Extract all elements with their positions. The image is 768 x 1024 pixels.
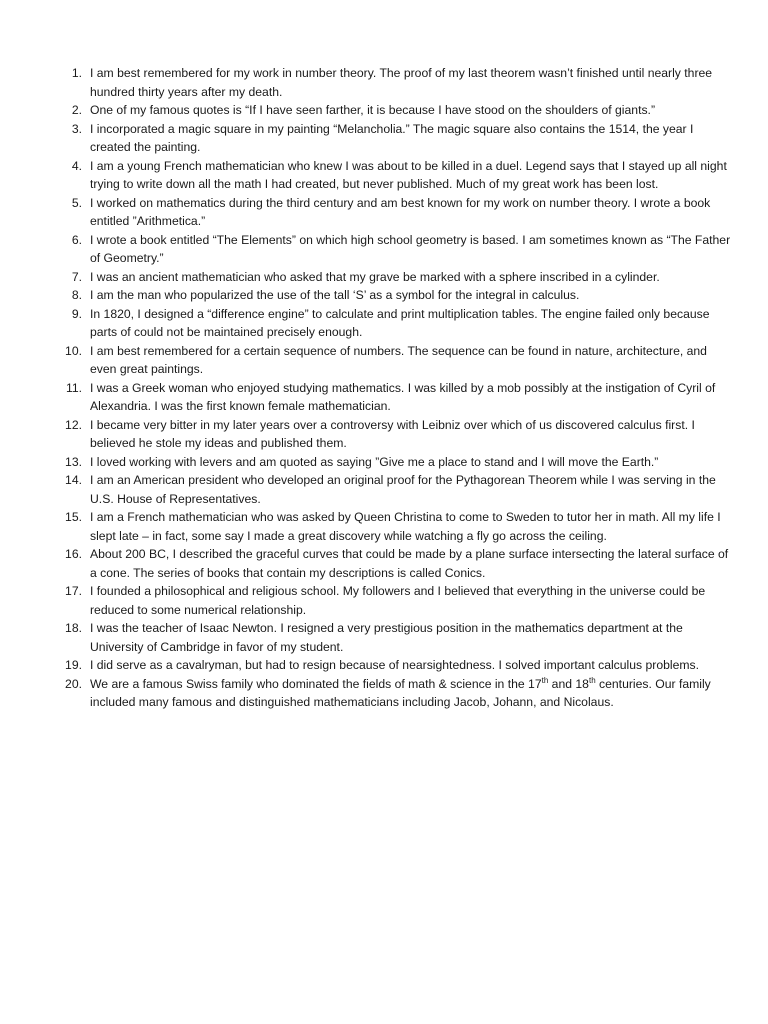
list-item xyxy=(52,268,732,287)
item-text-part: We are a famous Swiss family who dominated the fields of math & science in the 17 xyxy=(90,676,542,691)
item-text-part: and 18 xyxy=(548,676,589,691)
item-number: 2. xyxy=(71,103,82,117)
list-item xyxy=(52,64,732,101)
item-text: I am the man who popularized the use of the tall ‘S’ as a symbol for the integral in calculus. xyxy=(90,288,580,302)
item-text: I founded a philosophical and religious school. My followers and I believed that everything in the universe could be reduced to some numerical relationship. xyxy=(90,584,706,617)
list-item xyxy=(52,416,732,453)
item-number: 9. xyxy=(71,306,82,321)
item-text: I am a French mathematician who was asked by Queen Christina to come to Sweden to tutor her in math. All my life I slept late – in fact, some say I made a great discovery while watching a fly go across the ceiling. xyxy=(90,510,721,543)
list-item xyxy=(52,286,732,305)
list-item xyxy=(52,342,732,379)
list-item xyxy=(52,508,732,545)
item-number: 20. xyxy=(65,676,82,691)
item-text: I did serve as a cavalryman, but had to resign because of nearsightedness. I solved important calculus problems. xyxy=(90,658,700,672)
item-text: I was a Greek woman who enjoyed studying mathematics. I was killed by a mob possibly at the instigation of Cyril of Alexandria. I was the first known female mathematician. xyxy=(90,380,716,413)
list-item xyxy=(52,101,732,120)
list-item xyxy=(52,194,732,231)
item-number: 10. xyxy=(65,343,82,358)
item-text: I am best remembered for a certain sequence of numbers. The sequence can be found in nature, architecture, and even great paintings. xyxy=(90,343,707,376)
list-item xyxy=(52,120,732,157)
list-item xyxy=(52,675,732,712)
item-number: 8. xyxy=(71,288,82,302)
list-item xyxy=(52,619,732,656)
ordinal-suffix: th xyxy=(541,675,549,685)
item-number: 5. xyxy=(71,195,82,210)
list-item xyxy=(52,305,732,342)
item-number: 12. xyxy=(65,417,82,432)
list-item xyxy=(52,471,732,508)
item-number: 17. xyxy=(65,584,82,598)
item-text: About 200 BC, I described the graceful curves that could be made by a plane surface intersecting the lateral surface of a cone. The series of books that contain my descriptions is called Conics. xyxy=(90,547,729,580)
item-text: I loved working with levers and am quoted as saying ”Give me a place to stand and I will move the Earth.” xyxy=(90,454,659,469)
item-text-part: centuries. Our family included many famous and distinguished mathematicians including Jacob, Johann, and Nicolaus. xyxy=(90,676,711,709)
item-text: I am a young French mathematician who knew I was about to be killed in a duel. Legend says that I stayed up all night trying to write down all the math I had created, but never published. Much of my great work has been lost. xyxy=(90,158,727,191)
item-text: I am best remembered for my work in number theory. The proof of my last theorem wasn’t finished until nearly three hundred thirty years after my death. xyxy=(90,66,713,99)
list-item xyxy=(52,582,732,619)
item-number: 11. xyxy=(65,380,82,395)
item-number: 16. xyxy=(65,547,82,561)
item-text: I worked on mathematics during the third century and am best known for my work on number theory. I wrote a book entitled ”Arithmetica.” xyxy=(90,195,711,228)
mathematician-clue-list xyxy=(52,64,732,712)
item-number: 19. xyxy=(65,658,82,672)
item-text: One of my famous quotes is “If I have seen farther, it is because I have stood on the shoulders of giants.” xyxy=(90,103,655,117)
item-text: I was the teacher of Isaac Newton. I resigned a very prestigious position in the mathematics department at the University of Cambridge in favor of my student. xyxy=(90,621,683,654)
item-number: 14. xyxy=(65,473,82,487)
item-text: I incorporated a magic square in my painting “Melancholia.” The magic square also contains the 1514, the year I created the painting. xyxy=(90,121,694,154)
item-number: 1. xyxy=(71,66,82,80)
list-item xyxy=(52,157,732,194)
item-text xyxy=(90,675,732,712)
item-number: 3. xyxy=(71,121,82,136)
item-number: 15. xyxy=(65,510,82,524)
item-text: I was an ancient mathematician who asked that my grave be marked with a sphere inscribed in a cylinder. xyxy=(90,269,660,284)
ordinal-suffix: th xyxy=(588,675,596,685)
item-number: 7. xyxy=(71,269,82,284)
item-number: 18. xyxy=(65,621,82,635)
item-text: I wrote a book entitled “The Elements” on which high school geometry is based. I am sometimes known as “The Father of Geometry.” xyxy=(90,232,731,265)
item-text: I became very bitter in my later years over a controversy with Leibniz over which of us discovered calculus first. I believed he stole my ideas and published them. xyxy=(90,417,695,450)
item-number: 6. xyxy=(71,232,82,247)
list-item xyxy=(52,656,732,675)
item-text: In 1820, I designed a “difference engine” to calculate and print multiplication tables. The engine failed only because parts of could not be maintained precisely enough. xyxy=(90,306,710,339)
list-item xyxy=(52,545,732,582)
item-number: 13. xyxy=(65,454,82,469)
list-item xyxy=(52,453,732,472)
item-number: 4. xyxy=(71,158,82,173)
list-item xyxy=(52,231,732,268)
list-item xyxy=(52,379,732,416)
item-text: I am an American president who developed an original proof for the Pythagorean Theorem while I was serving in the U.S. House of Representatives. xyxy=(90,473,716,506)
